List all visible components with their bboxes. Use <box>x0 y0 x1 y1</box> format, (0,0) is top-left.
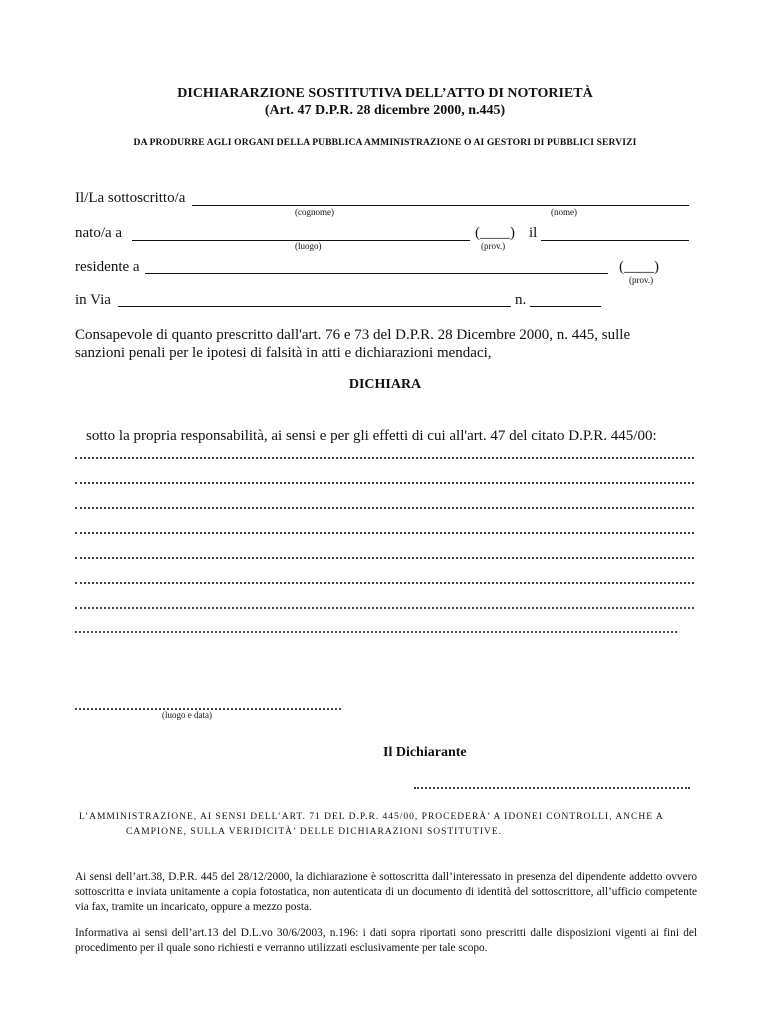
cognome-nome-field[interactable] <box>192 205 689 206</box>
declaration-line-1[interactable] <box>75 447 694 459</box>
via-field[interactable] <box>118 306 511 307</box>
controlli-line-2: CAMPIONE, SULLA VERIDICITÀ’ DELLE DICHIARAZIONI SOSTITUTIVE. <box>126 827 503 837</box>
prov-nascita-hint: (prov.) <box>481 241 506 251</box>
luogo-data-hint: (luogo e data) <box>162 710 212 720</box>
luogo-data-field[interactable] <box>75 698 341 710</box>
numero-label: n. <box>515 292 527 308</box>
luogo-hint: (luogo) <box>295 241 322 251</box>
prov-residenza-hint: (prov.) <box>629 275 654 285</box>
informativa-paragraph: Informativa ai sensi dell’art.13 del D.L.vo 30/6/2003, n.196: i dati sopra riportati sono prescritti dalle disposizioni vigenti ai fini del procedimento per il quale sono richiesti e verranno utilizzati esclusivamente per tale scopo. <box>75 927 697 954</box>
responsabilita-text: sotto la propria responsabilità, ai sensi e per gli effetti di cui all'art. 47 del citato D.P.R. 445/00: <box>86 428 657 444</box>
prov-nascita-field[interactable]: (____) <box>475 225 515 241</box>
declaration-line-8[interactable] <box>75 621 677 633</box>
via-label: in Via <box>75 292 111 308</box>
consapevole-line-2: sanzioni penali per le ipotesi di falsità in atti e dichiarazioni mendaci, <box>75 345 492 361</box>
nato-label: nato/a a <box>75 225 123 241</box>
art38-paragraph: Ai sensi dell’art.38, D.P.R. 445 del 28/12/2000, la dichiarazione è sottoscritta dall’interessato in presenza del dipendente addetto ovvero sottoscritta e inviata unitamente a copia fotostatica, non autenticata di un documento di identità del sottoscrittore, all’ufficio competente via fax, tramite un incaricato, oppure a mezzo posta. <box>75 871 697 913</box>
dichiarante-label: Il Dichiarante <box>383 745 467 760</box>
numero-civico-field[interactable] <box>530 306 601 307</box>
dichiara-heading: DICHIARA <box>348 377 422 392</box>
prov-residenza-field[interactable]: (____) <box>619 259 659 275</box>
il-label: il <box>529 225 538 241</box>
declaration-line-4[interactable] <box>75 522 694 534</box>
declaration-line-2[interactable] <box>75 472 694 484</box>
controlli-line-1: L’AMMINISTRAZIONE, AI SENSI DELL’ART. 71 DEL D.P.R. 445/00, PROCEDERÀ’ A IDONEI CONTROLLI, ANCHE A <box>79 812 664 822</box>
consapevole-line-1: Consapevole di quanto prescritto dall'art. 76 e 73 del D.P.R. 28 Dicembre 2000, n. 445, sulle <box>75 327 631 343</box>
declaration-line-5[interactable] <box>75 547 694 559</box>
document-subtitle: (Art. 47 D.P.R. 28 dicembre 2000, n.445) <box>264 103 506 118</box>
sottoscritto-label: Il/La sottoscritto/a <box>75 190 186 206</box>
declaration-line-3[interactable] <box>75 497 694 509</box>
document-notice: DA PRODURRE AGLI ORGANI DELLA PUBBLICA AMMINISTRAZIONE O AI GESTORI DI PUBBLICI SERVIZI <box>133 137 637 148</box>
nome-hint: (nome) <box>551 207 577 217</box>
declaration-line-6[interactable] <box>75 572 694 584</box>
declaration-line-7[interactable] <box>75 597 694 609</box>
document-title: DICHIARARZIONE SOSTITUTIVA DELL’ATTO DI NOTORIETÀ <box>177 86 593 101</box>
residente-label: residente a <box>75 259 140 275</box>
firma-field[interactable] <box>414 777 690 789</box>
residenza-field[interactable] <box>145 273 608 274</box>
cognome-hint: (cognome) <box>295 207 334 217</box>
data-nascita-field[interactable] <box>541 240 689 241</box>
